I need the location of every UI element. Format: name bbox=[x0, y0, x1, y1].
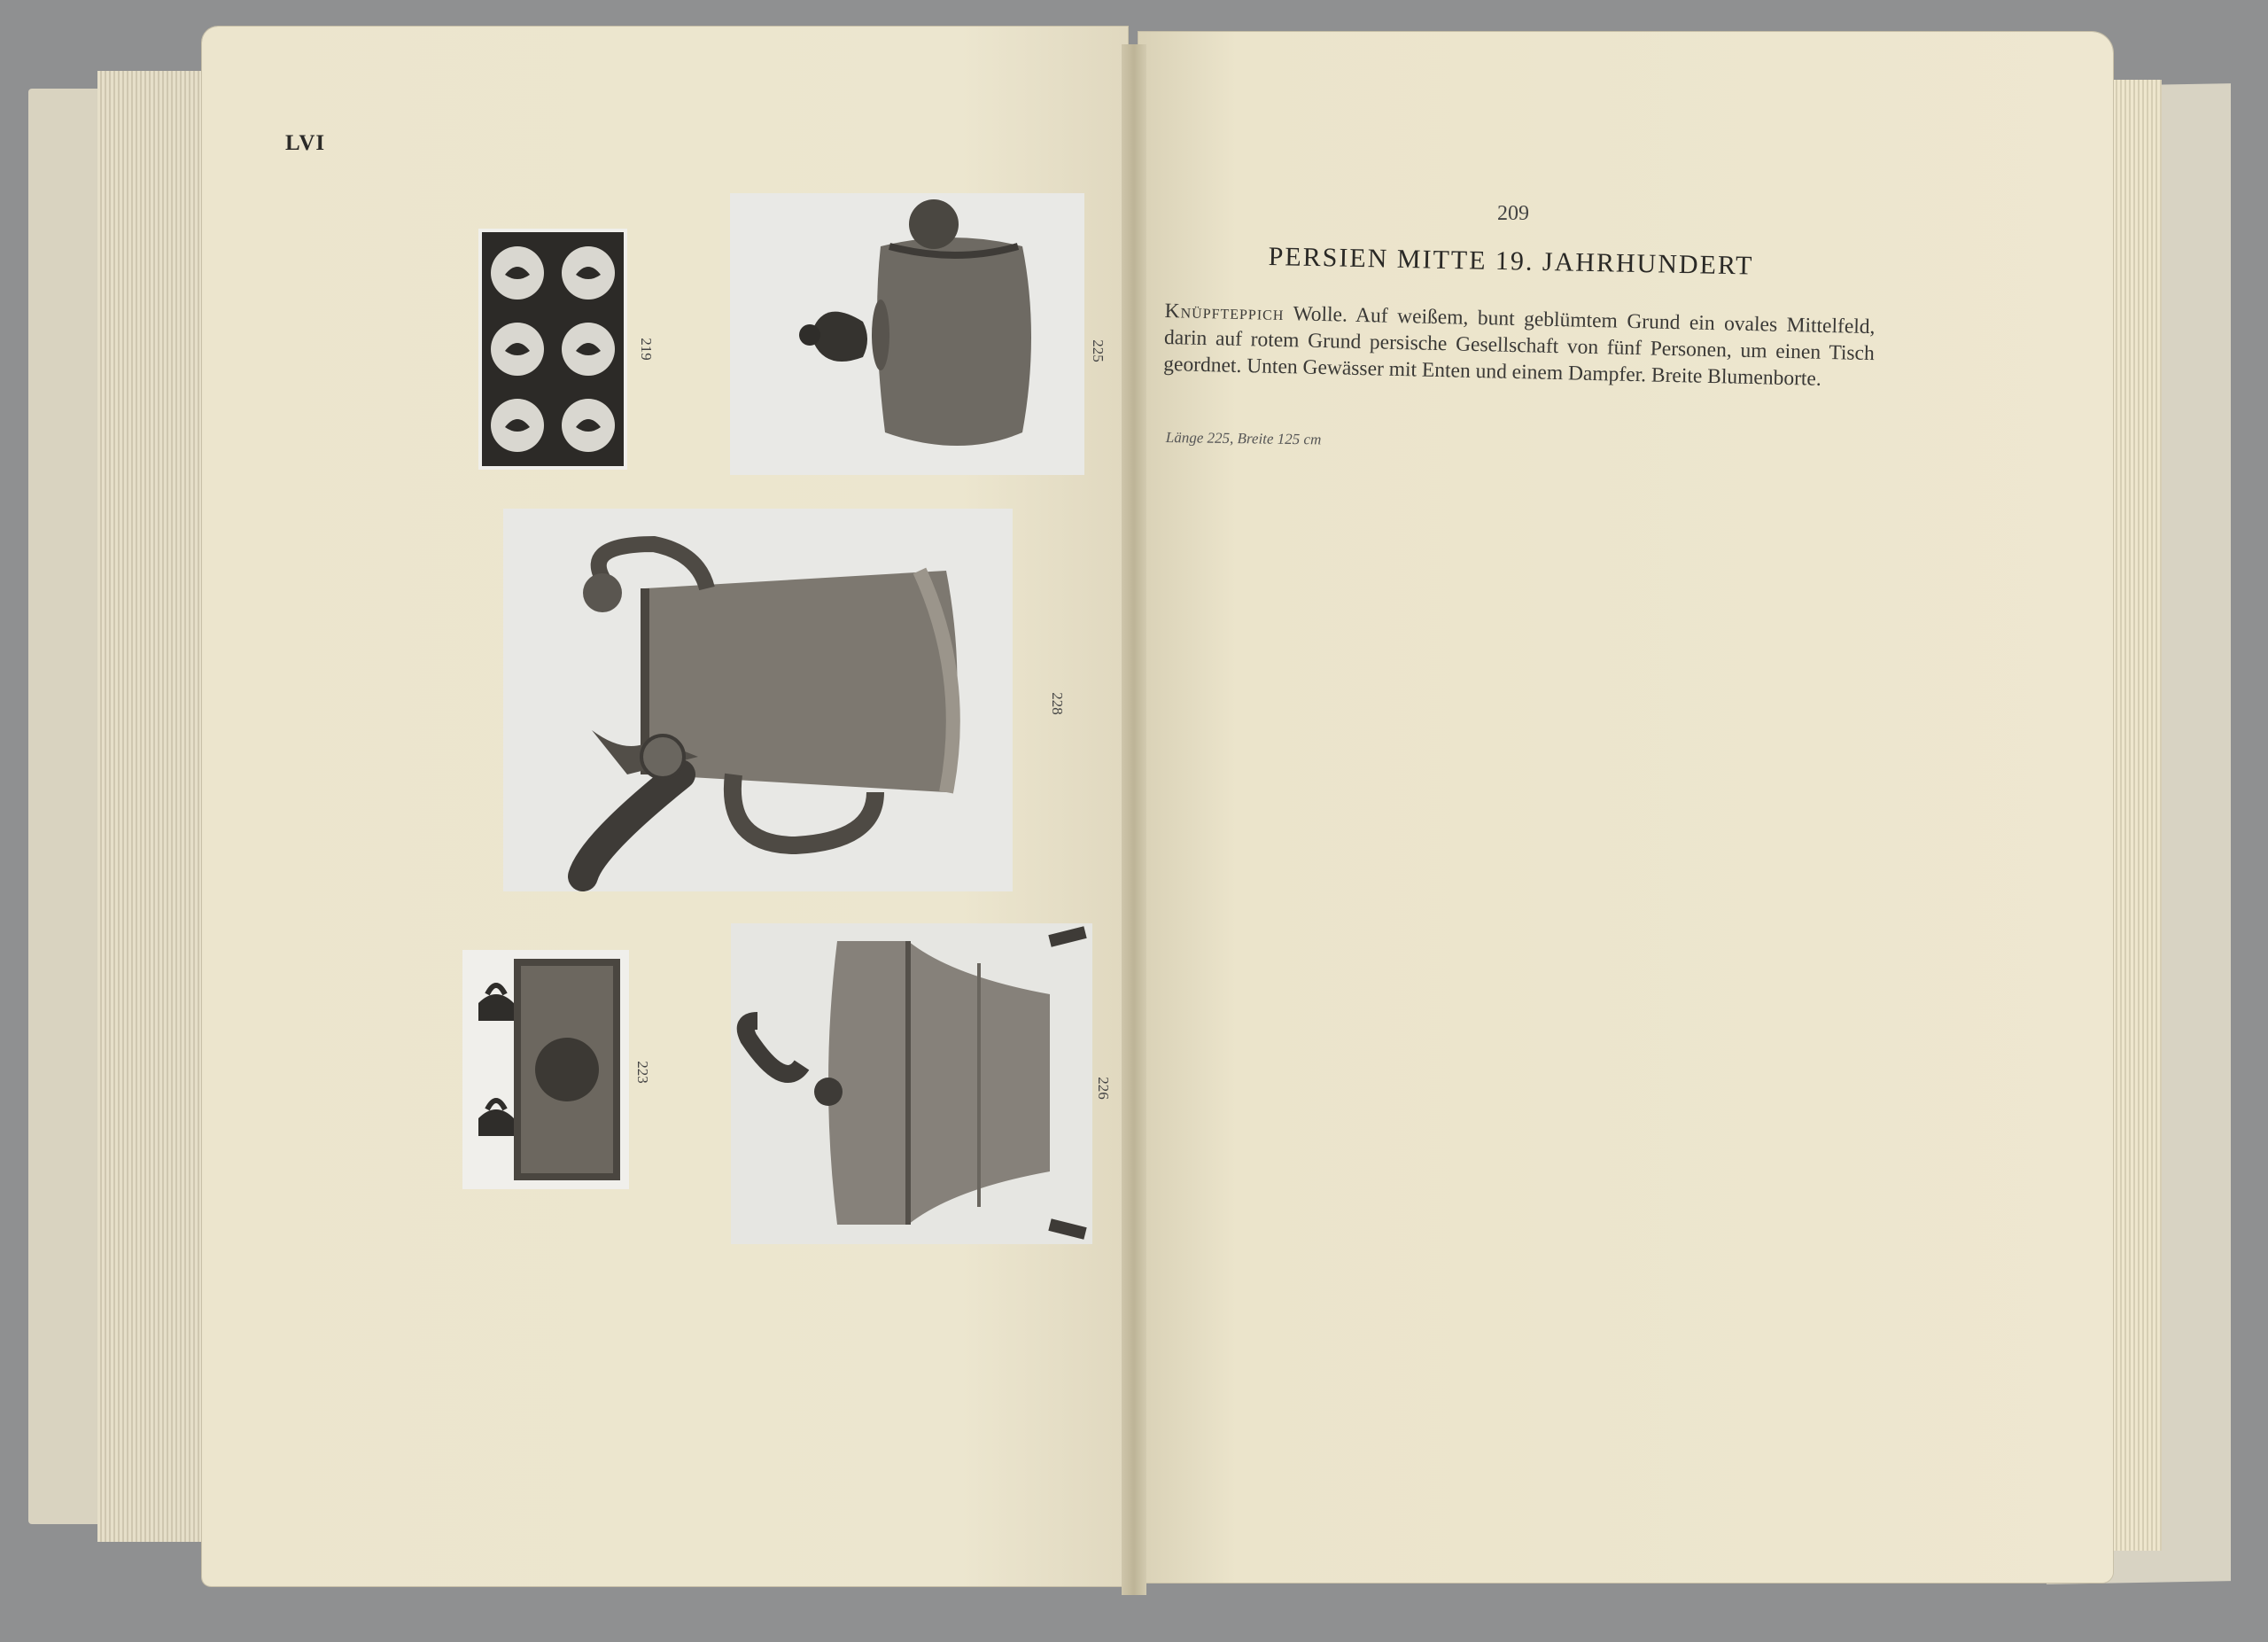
plate-image-mortar bbox=[730, 193, 1084, 475]
plate-number-219: 219 bbox=[637, 338, 655, 361]
description-body: Wolle. Auf weißem, bunt geblümtem Grund ein ovales Mittelfeld, darin auf rotem Grund persische Gesellschaft von fünf Personen, um einen Tisch geordnet. Unten Gewässer mit Enten und einem Dampfer. Breite Blumenborte. bbox=[1163, 302, 1876, 391]
plate-image-casket bbox=[462, 950, 629, 1189]
gutter bbox=[1122, 44, 1146, 1595]
page-number: 209 bbox=[1497, 202, 1529, 225]
description-lead: Knüpfteppich bbox=[1164, 299, 1285, 326]
plate-number-225: 225 bbox=[1089, 339, 1107, 362]
plate-image-jug bbox=[503, 509, 1013, 891]
page-label: LVI bbox=[285, 131, 326, 155]
dimensions-line: Länge 225, Breite 125 cm bbox=[1165, 429, 1322, 448]
plate-number-228: 228 bbox=[1048, 692, 1066, 715]
section-heading: PERSIEN MITTE 19. JAHRHUNDERT bbox=[1268, 242, 1754, 281]
plate-number-223: 223 bbox=[633, 1061, 651, 1084]
catalog-description bbox=[1163, 298, 1876, 393]
plate-image-openwork-plaque bbox=[478, 229, 627, 470]
plate-number-226: 226 bbox=[1094, 1077, 1112, 1100]
plate-image-footed-vessel bbox=[731, 923, 1092, 1244]
